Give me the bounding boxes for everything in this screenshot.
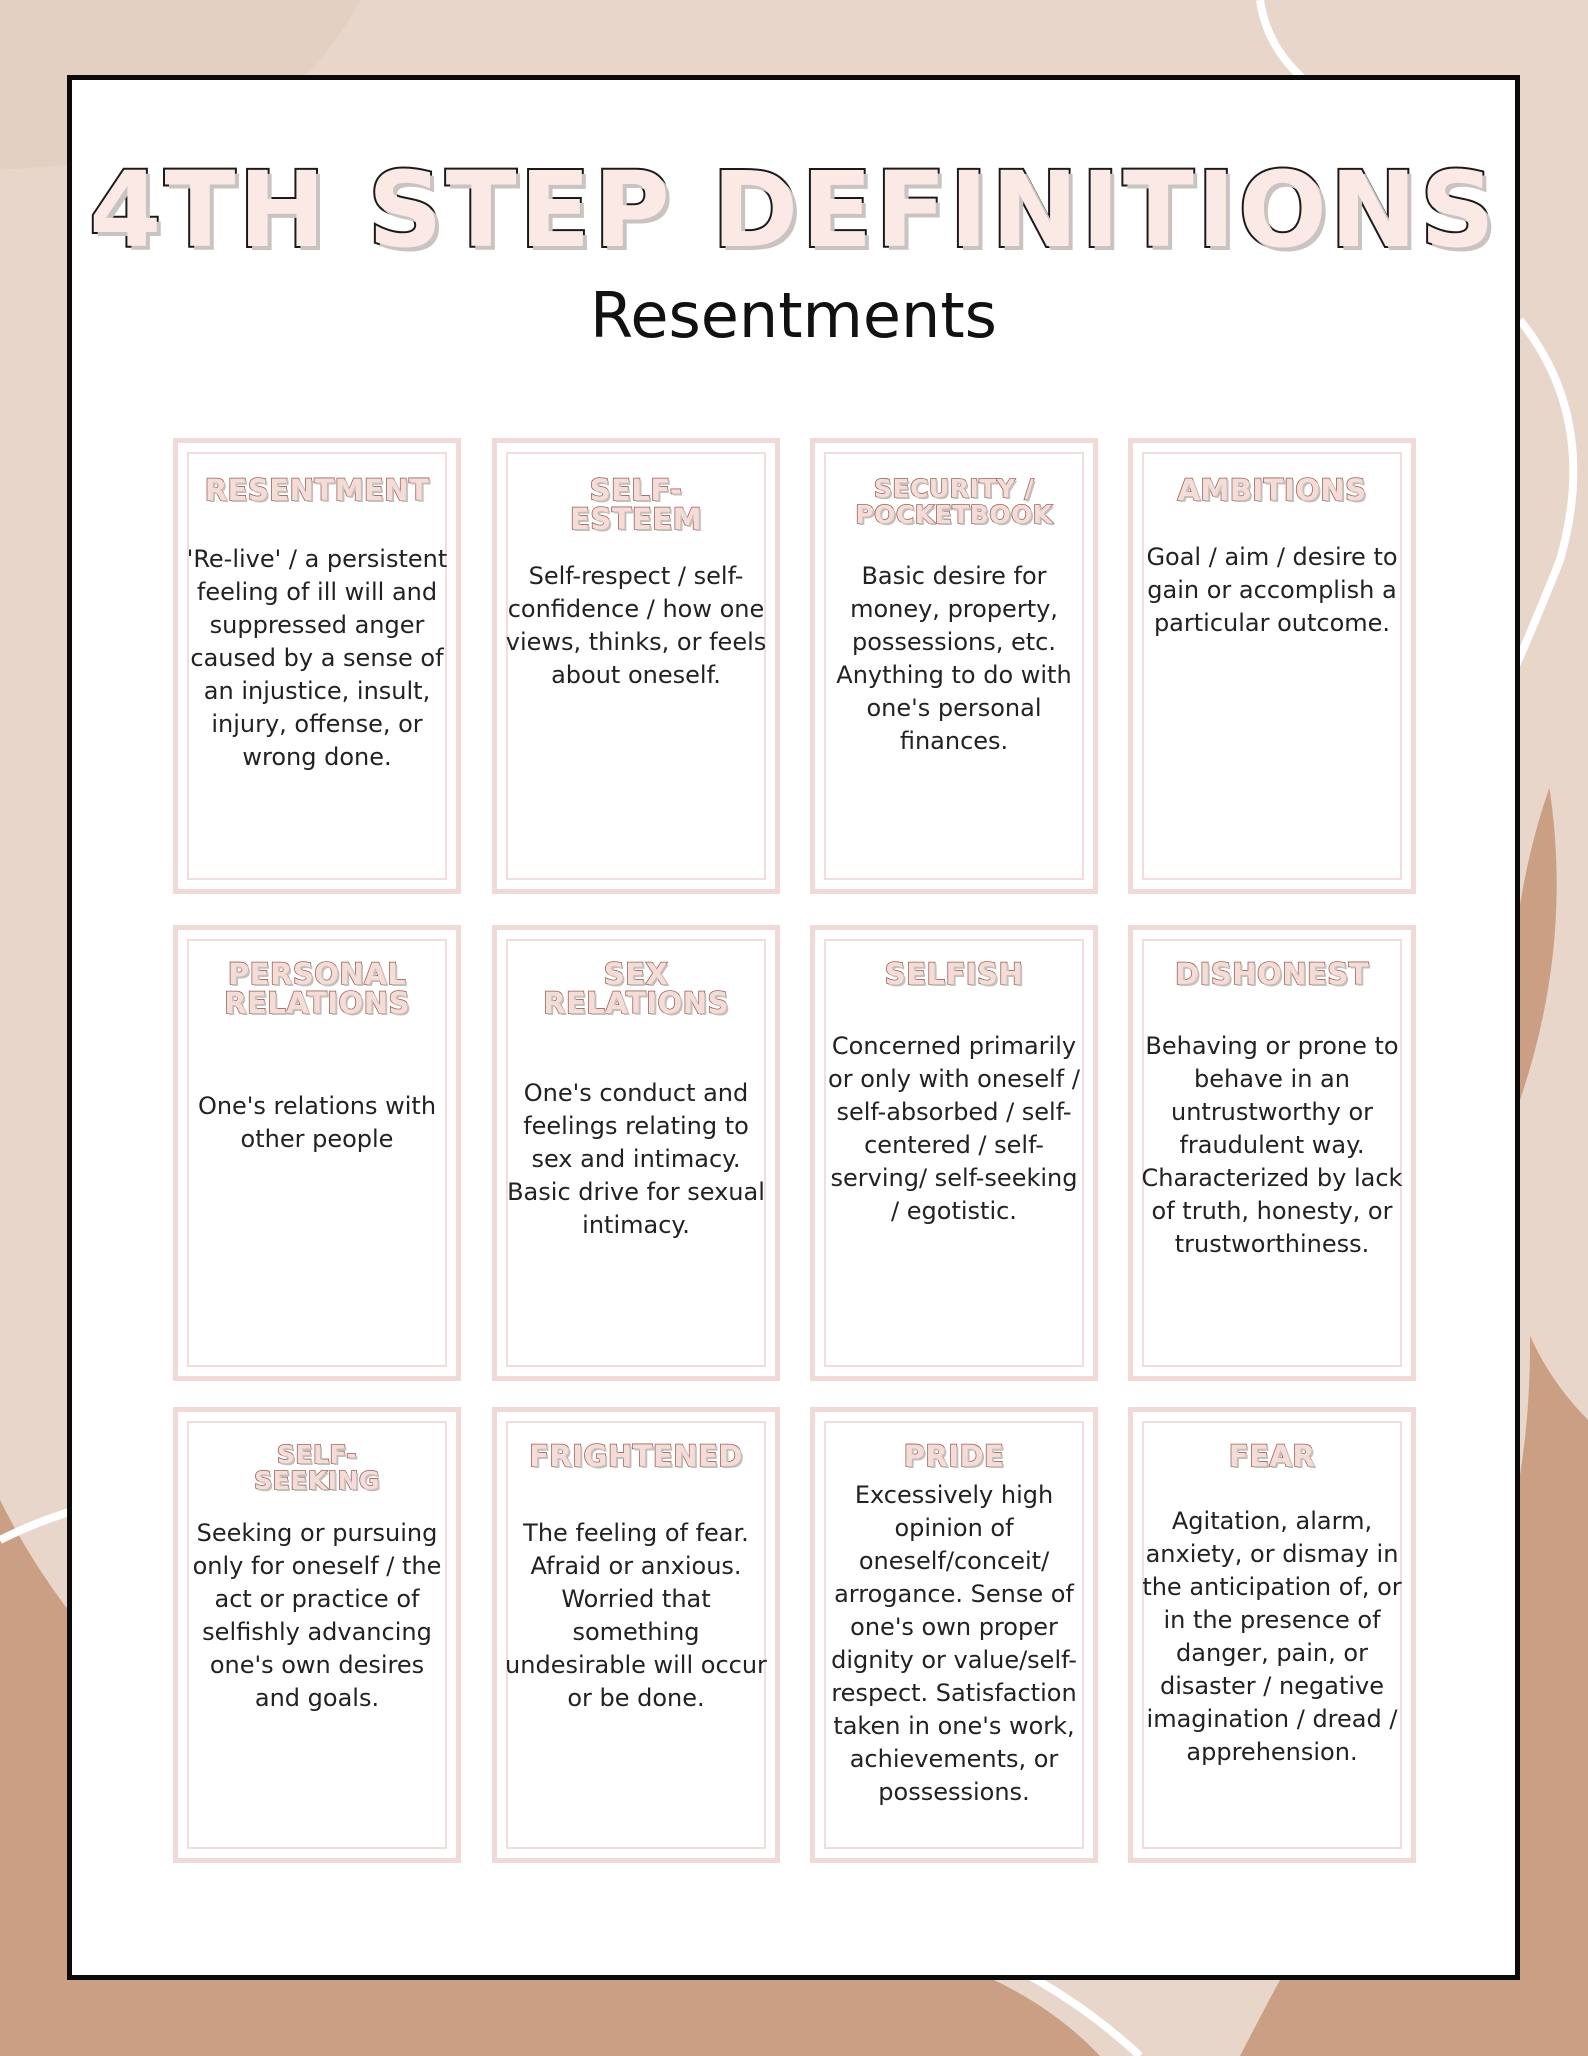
card-heading bbox=[178, 1442, 456, 1494]
card-heading-line: PERSONAL bbox=[227, 957, 407, 991]
card-heading: DISHONEST bbox=[1175, 957, 1369, 991]
card-definition: One's conduct and feelings relating to sex and intimacy. Basic drive for sexual intimacy. bbox=[507, 1079, 765, 1239]
card-definition: Basic desire for money, property, possessions, etc. Anything to do with one's personal finances. bbox=[836, 562, 1072, 755]
definition-card-dishonest bbox=[1128, 925, 1416, 1381]
card-heading-line: RELATIONS bbox=[224, 986, 410, 1020]
definition-card-security-pocketbook bbox=[810, 438, 1098, 894]
page-title: 4TH STEP DEFINITIONS bbox=[89, 149, 1498, 271]
definition-card-selfish bbox=[810, 925, 1098, 1381]
definition-card-pride bbox=[810, 1407, 1098, 1863]
card-heading bbox=[497, 473, 775, 536]
definitions-sheet bbox=[67, 75, 1520, 1980]
definition-card-frightened bbox=[492, 1407, 780, 1863]
definition-card-fear bbox=[1128, 1407, 1416, 1863]
card-definition: Excessively high opinion of oneself/conceit/ arrogance. Sense of one's own proper dignity or value/self-respect. Satisfaction taken in one's work, achievements, or possessions. bbox=[831, 1481, 1077, 1806]
card-heading-line: SELF- bbox=[589, 473, 683, 507]
card-heading-line: SEX bbox=[603, 957, 669, 991]
definition-card-self-esteem bbox=[492, 438, 780, 894]
card-definition: Seeking or pursuing only for oneself / the act or practice of selfishly advancing one's own desires and goals. bbox=[192, 1519, 442, 1712]
card-heading-line: ESTEEM bbox=[570, 502, 702, 536]
card-heading bbox=[178, 957, 456, 1020]
card-heading: FRIGHTENED bbox=[529, 1439, 743, 1473]
card-heading: FEAR bbox=[1228, 1439, 1316, 1473]
definition-card-sex-relations bbox=[492, 925, 780, 1381]
definition-card-personal-relations bbox=[173, 925, 461, 1381]
card-definition: Behaving or prone to behave in an untrustworthy or fraudulent way. Characterized by lack of truth, honesty, or trustworthiness. bbox=[1141, 1032, 1403, 1258]
definition-card-ambitions bbox=[1128, 438, 1416, 894]
page-subtitle: Resentments bbox=[590, 279, 997, 352]
card-definition: Agitation, alarm, anxiety, or dismay in the anticipation of, or in the presence of danger, pain, or disaster / negative imagination / dread / apprehension. bbox=[1142, 1507, 1402, 1766]
card-heading bbox=[497, 957, 775, 1020]
card-heading: SELFISH bbox=[884, 957, 1024, 991]
card-heading: AMBITIONS bbox=[1177, 473, 1367, 507]
card-inner-frame bbox=[1142, 452, 1402, 880]
card-heading-line: POCKETBOOK bbox=[855, 500, 1053, 529]
card-heading-line: RELATIONS bbox=[543, 986, 729, 1020]
card-heading bbox=[815, 476, 1093, 528]
card-heading-line: SECURITY / bbox=[873, 474, 1035, 503]
card-heading-line: SEEKING bbox=[254, 1466, 380, 1495]
card-definition: One's relations with other people bbox=[197, 1092, 437, 1153]
card-definition: Goal / aim / desire to gain or accomplish a particular outcome. bbox=[1146, 543, 1398, 637]
card-definition: Self-respect / self-confidence / how one views, thinks, or feels about oneself. bbox=[505, 562, 767, 689]
card-heading-line: SELF- bbox=[276, 1440, 358, 1469]
card-heading: RESENTMENT bbox=[204, 473, 430, 507]
definition-card-resentment bbox=[173, 438, 461, 894]
card-definition: Concerned primarily or only with oneself / self-absorbed / self-centered / self-serving/ self-seeking / egotistic. bbox=[828, 1032, 1080, 1225]
card-definition: The feeling of fear. Afraid or anxious. Worried that something undesirable will occur or be done. bbox=[505, 1519, 767, 1712]
card-heading: PRIDE bbox=[903, 1439, 1005, 1473]
definition-card-self-seeking bbox=[173, 1407, 461, 1863]
card-definition: 'Re-live' / a persistent feeling of ill will and suppressed anger caused by a sense of an injustice, insult, injury, offense, or wrong done. bbox=[186, 545, 448, 771]
